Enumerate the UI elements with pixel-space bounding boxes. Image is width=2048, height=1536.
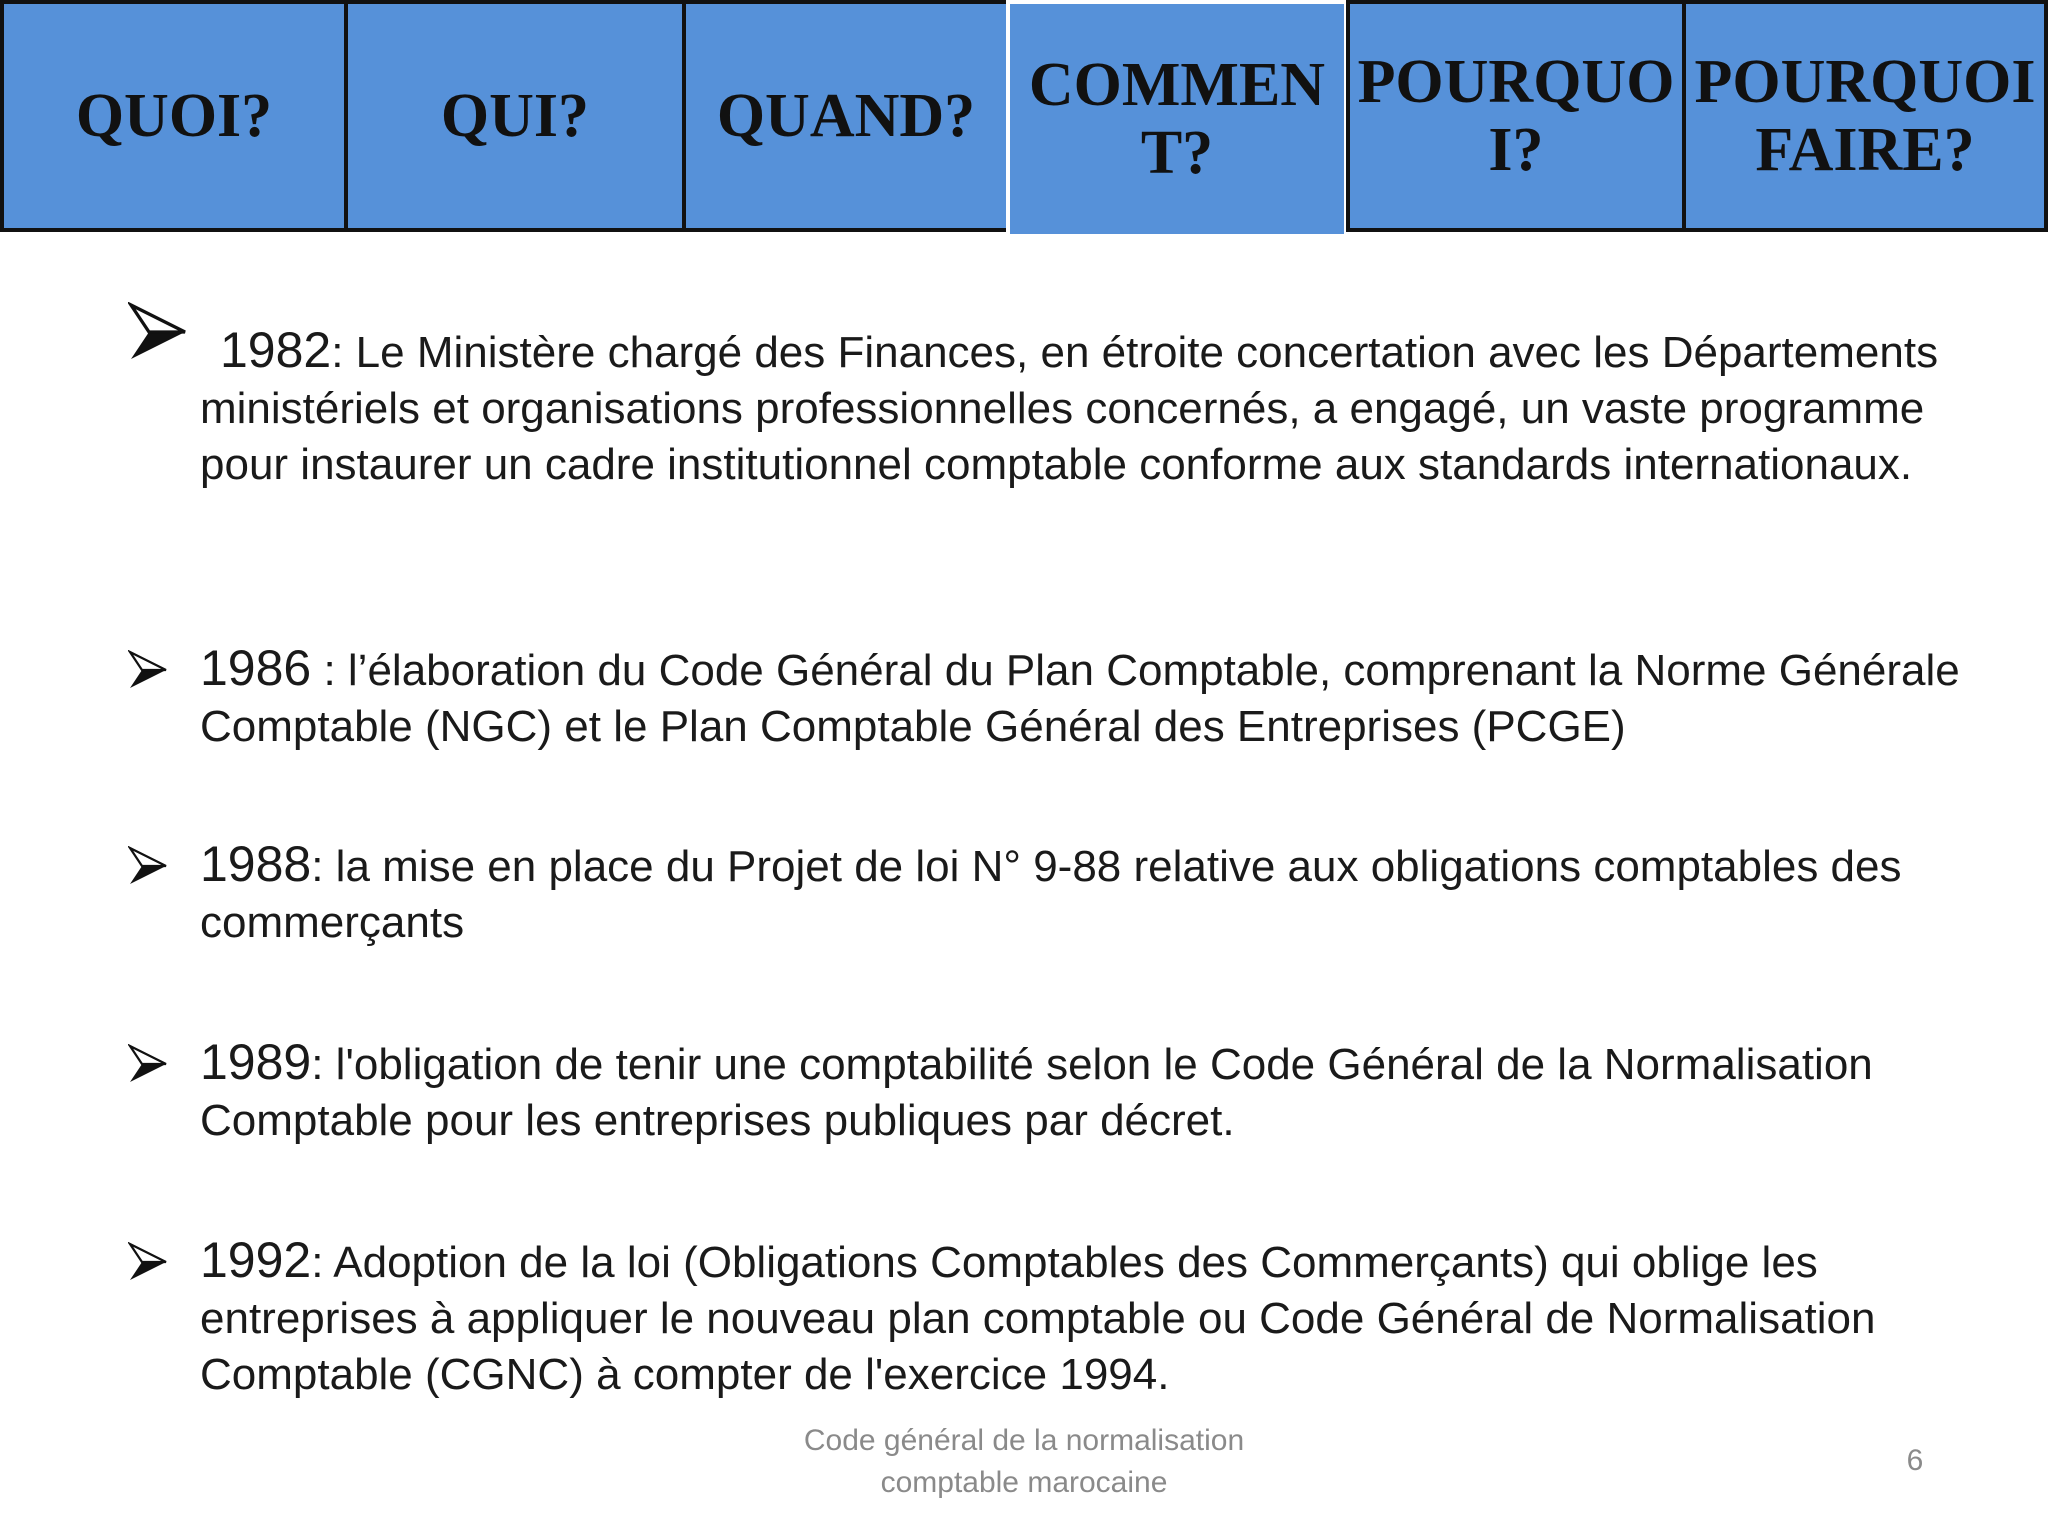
tab-label: COMMENT? bbox=[1028, 51, 1326, 187]
item-year: 1982 bbox=[220, 322, 332, 378]
item-text: : Adoption de la loi (Obligations Comptables des Commerçants) qui oblige les entreprises à appliquer le nouveau plan comptable ou Code Général de Normalisation Comptable (CGNC) à compter de l'exercice 1994. bbox=[200, 1238, 1876, 1399]
tab-quand[interactable] bbox=[682, 0, 1010, 232]
footer-line-2: comptable marocaine bbox=[880, 1466, 1168, 1499]
item-year: 1989 bbox=[200, 1034, 312, 1090]
list-item bbox=[200, 640, 1980, 755]
tab-qui[interactable] bbox=[344, 0, 686, 232]
tab-quoi[interactable] bbox=[0, 0, 348, 232]
tab-label: POURQUOI? bbox=[1357, 48, 1675, 184]
footer-line-1: Code général de la normalisation bbox=[803, 1424, 1245, 1457]
list-item bbox=[200, 1232, 1980, 1403]
tab-label: QUAND? bbox=[716, 82, 976, 150]
arrowhead-bullet-icon bbox=[128, 1044, 168, 1084]
item-text: : l’élaboration du Code Général du Plan Comptable, comprenant la Norme Générale Comptable (NGC) et le Plan Comptable Général des Entreprises (PCGE) bbox=[200, 646, 1960, 751]
item-year: 1988 bbox=[200, 836, 312, 892]
arrowhead-bullet-icon bbox=[128, 1242, 168, 1282]
tab-label: QUOI? bbox=[75, 82, 273, 150]
list-item bbox=[200, 322, 1980, 493]
tab-pourquoi-faire[interactable] bbox=[1682, 0, 2048, 232]
tab-label: POURQUOI FAIRE? bbox=[1694, 48, 2036, 184]
item-year: 1986 bbox=[200, 640, 312, 696]
page-number: 6 bbox=[1906, 1444, 1924, 1477]
item-text: : Le Ministère chargé des Finances, en étroite concertation avec les Départements ministériels et organisations professionnelles concernés, a engagé, un vaste programme pour instaurer un cadre institutionnel comptable conforme aux standards internationaux. bbox=[200, 328, 1939, 489]
item-text: : la mise en place du Projet de loi N° 9-88 relative aux obligations comptables des commerçants bbox=[200, 842, 1902, 947]
tab-label: QUI? bbox=[440, 82, 590, 150]
list-item bbox=[200, 836, 1980, 951]
list-item bbox=[200, 1034, 1980, 1149]
tab-comment[interactable] bbox=[1006, 0, 1348, 238]
item-text: : l'obligation de tenir une comptabilité selon le Code Général de la Normalisation Comptable pour les entreprises publiques par décret. bbox=[200, 1040, 1873, 1145]
arrowhead-bullet-icon bbox=[128, 650, 168, 690]
arrowhead-bullet-icon bbox=[128, 846, 168, 886]
arrowhead-bullet-icon bbox=[128, 302, 188, 362]
item-year: 1992 bbox=[200, 1232, 312, 1288]
tab-pourquoi[interactable] bbox=[1346, 0, 1686, 232]
footer-title bbox=[724, 1420, 1324, 1504]
question-tabs bbox=[0, 0, 2048, 238]
